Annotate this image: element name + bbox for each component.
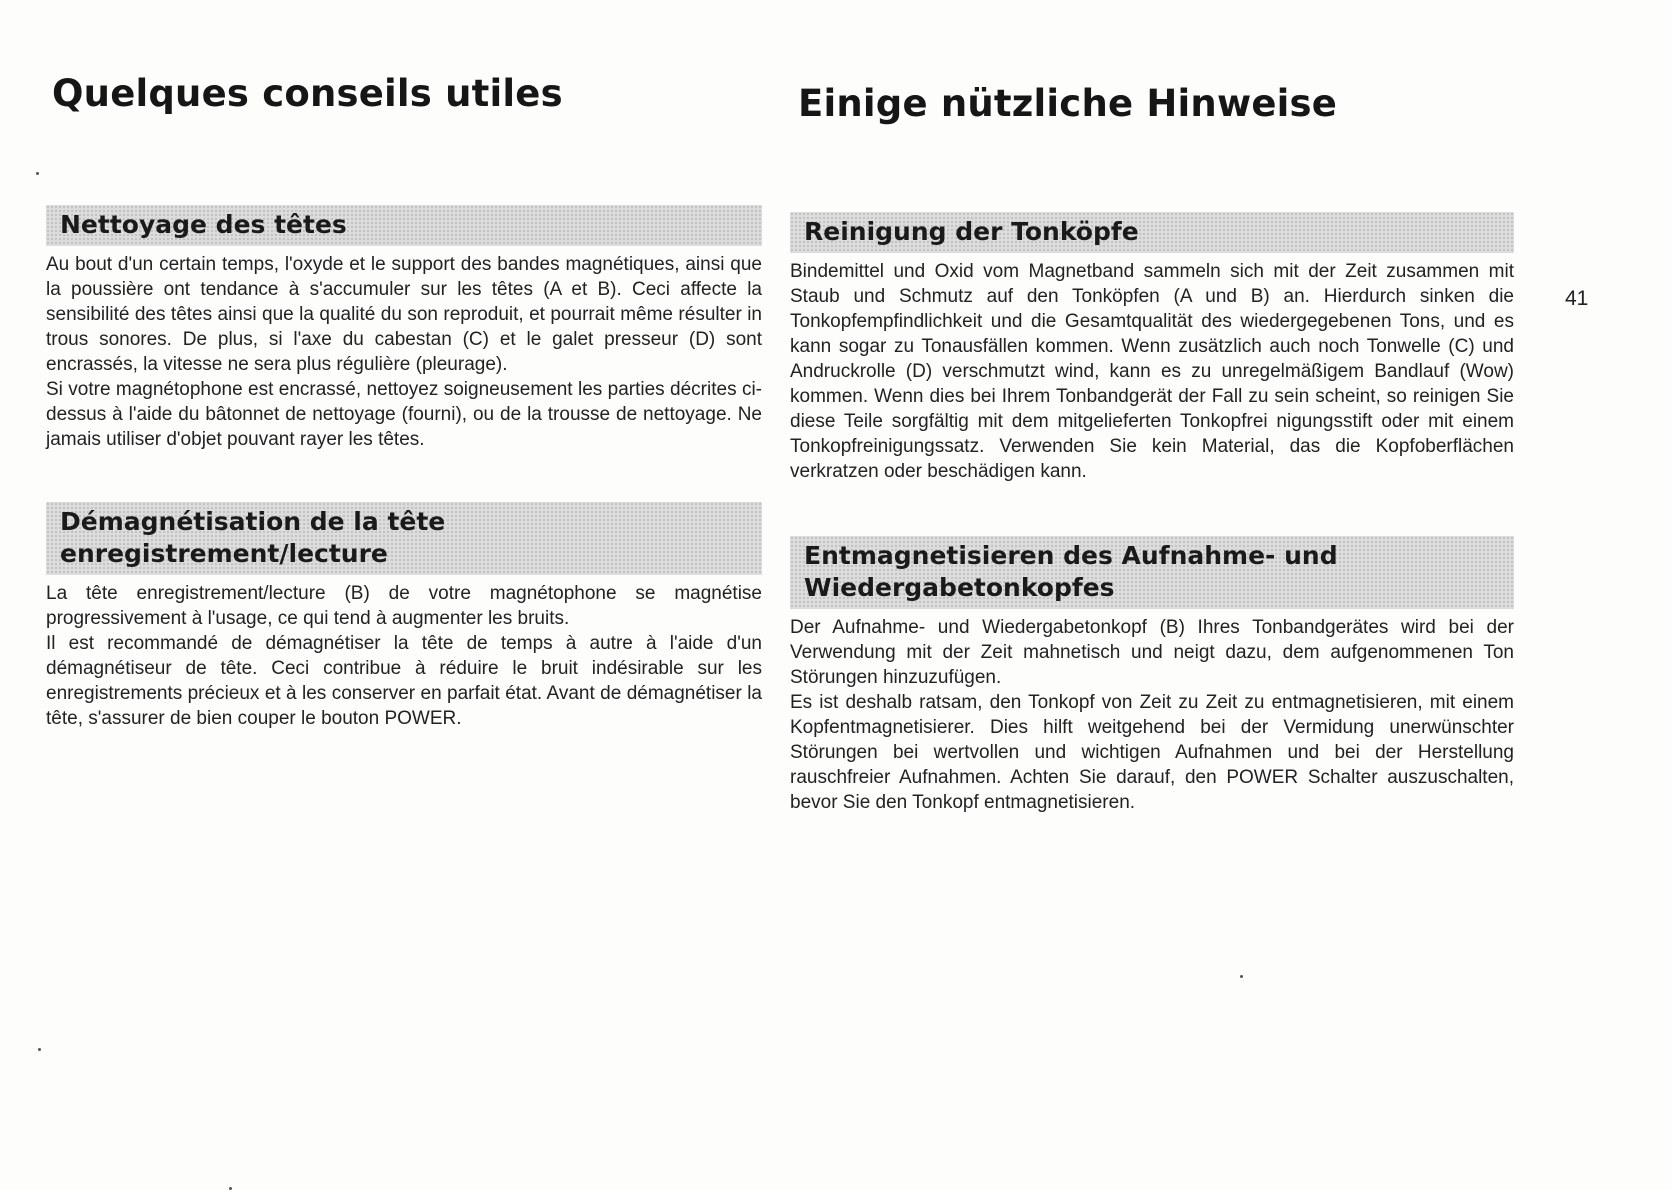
french-paragraph: Si votre magnétophone est encrassé, nettoyez soigneusement les parties décrites ci-dessus à l'aide du bâtonnet de nettoyage (fourni), ou de la trousse de nettoyage. Ne jamais utiliser d'objet pouvant rayer les têtes.	[46, 379, 762, 450]
french-section-head-cleaning	[46, 205, 762, 452]
german-paragraph: Bindemittel und Oxid vom Magnetband sammeln sich mit der Zeit zusammen mit Staub und Schmutz auf den Tonköpfen (A und B) an. Hierdurch sinken die Tonkopfempfindlichkeit und die Gesamtqualität des wiedergegebenen Tons, und es kann sogar zu Tonausfällen kommen. Wenn zusätzlich auch noch Tonwelle (C) und Andruckrolle (D) verschmutzt wind, kann es zu unregelmäßigem Bandlauf (Wow) kommen. Wenn dies bei Ihrem Tonbandgerät der Fall zu sein scheint, so reinigen Sie diese Teile sorgfältig mit dem mitgelieferten Tonkopfrei nigungsstift oder mit einem Tonkopfreinigungssatz. Verwenden Sie kein Material, das die Kopfoberflächen verkratzen oder beschädigen kann.	[790, 261, 1514, 482]
french-paragraph: Au bout d'un certain temps, l'oxyde et le support des bandes magnétiques, ainsi que la poussière ont tendance à s'accumuler sur les têtes (A et B). Ceci affecte la sensibilité des têtes ainsi que la qualité du son reproduit, et pourrait même résulter in trous sonores. De plus, si l'axe du cabestan (C) et le galet presseur (D) sont encrassés, la vitesse ne sera plus régulière (pleurage).	[46, 254, 762, 375]
french-text-demagnetization	[46, 581, 762, 731]
german-text-head-cleaning	[790, 259, 1514, 484]
french-page-title: Quelques conseils utiles	[52, 72, 563, 115]
german-section-demagnetization	[790, 536, 1514, 815]
french-heading-head-cleaning: Nettoyage des têtes	[46, 205, 762, 246]
german-paragraph: Der Aufnahme- und Wiedergabetonkopf (B) Ihres Tonbandgerätes wird bei der Verwendung mit der Zeit mahnetisch und neigt dazu, dem aufgenommenen Ton Störungen hinzuzufügen.	[790, 617, 1514, 688]
german-paragraph: Es ist deshalb ratsam, den Tonkopf von Zeit zu Zeit zu entmagnetisieren, mit einem Kopfentmagnetisierer. Dies hilft weitgehend bei der Vermidung unerwünschter Störungen bei wertvollen und wichtigen Aufnahmen und bei der Herstellung rauschfreier Aufnahmen. Achten Sie darauf, den POWER Schalter auszuschalten, bevor Sie den Tonkopf entmagnetisieren.	[790, 692, 1514, 813]
scan-speck	[38, 1048, 41, 1051]
scan-speck	[36, 172, 39, 175]
page-number: 41	[1565, 287, 1589, 310]
french-paragraph: Il est recommandé de démagnétiser la tête de temps à autre à l'aide d'un démagnétiseur de tête. Ceci contribue à réduire le bruit indésirable sur les enregistrements précieux et à les conserver en parfait état. Avant de démagnétiser la tête, s'assurer de bien couper le bouton POWER.	[46, 633, 762, 729]
scan-speck	[1240, 975, 1243, 978]
french-section-demagnetization	[46, 502, 762, 731]
german-section-head-cleaning	[790, 212, 1514, 484]
french-paragraph: La tête enregistrement/lecture (B) de votre magnétophone se magnétise progressivement à l'usage, ce qui tend à augmenter les bruits.	[46, 583, 762, 629]
german-heading-head-cleaning: Reinigung der Tonköpfe	[790, 212, 1514, 253]
german-heading-demagnetization: Entmagnetisieren des Aufnahme- und Wiedergabetonkopfes	[790, 536, 1514, 609]
french-heading-demagnetization: Démagnétisation de la tête enregistrement/lecture	[46, 502, 762, 575]
french-text-head-cleaning	[46, 252, 762, 452]
german-text-demagnetization	[790, 615, 1514, 815]
german-page-title: Einige nützliche Hinweise	[798, 82, 1338, 125]
